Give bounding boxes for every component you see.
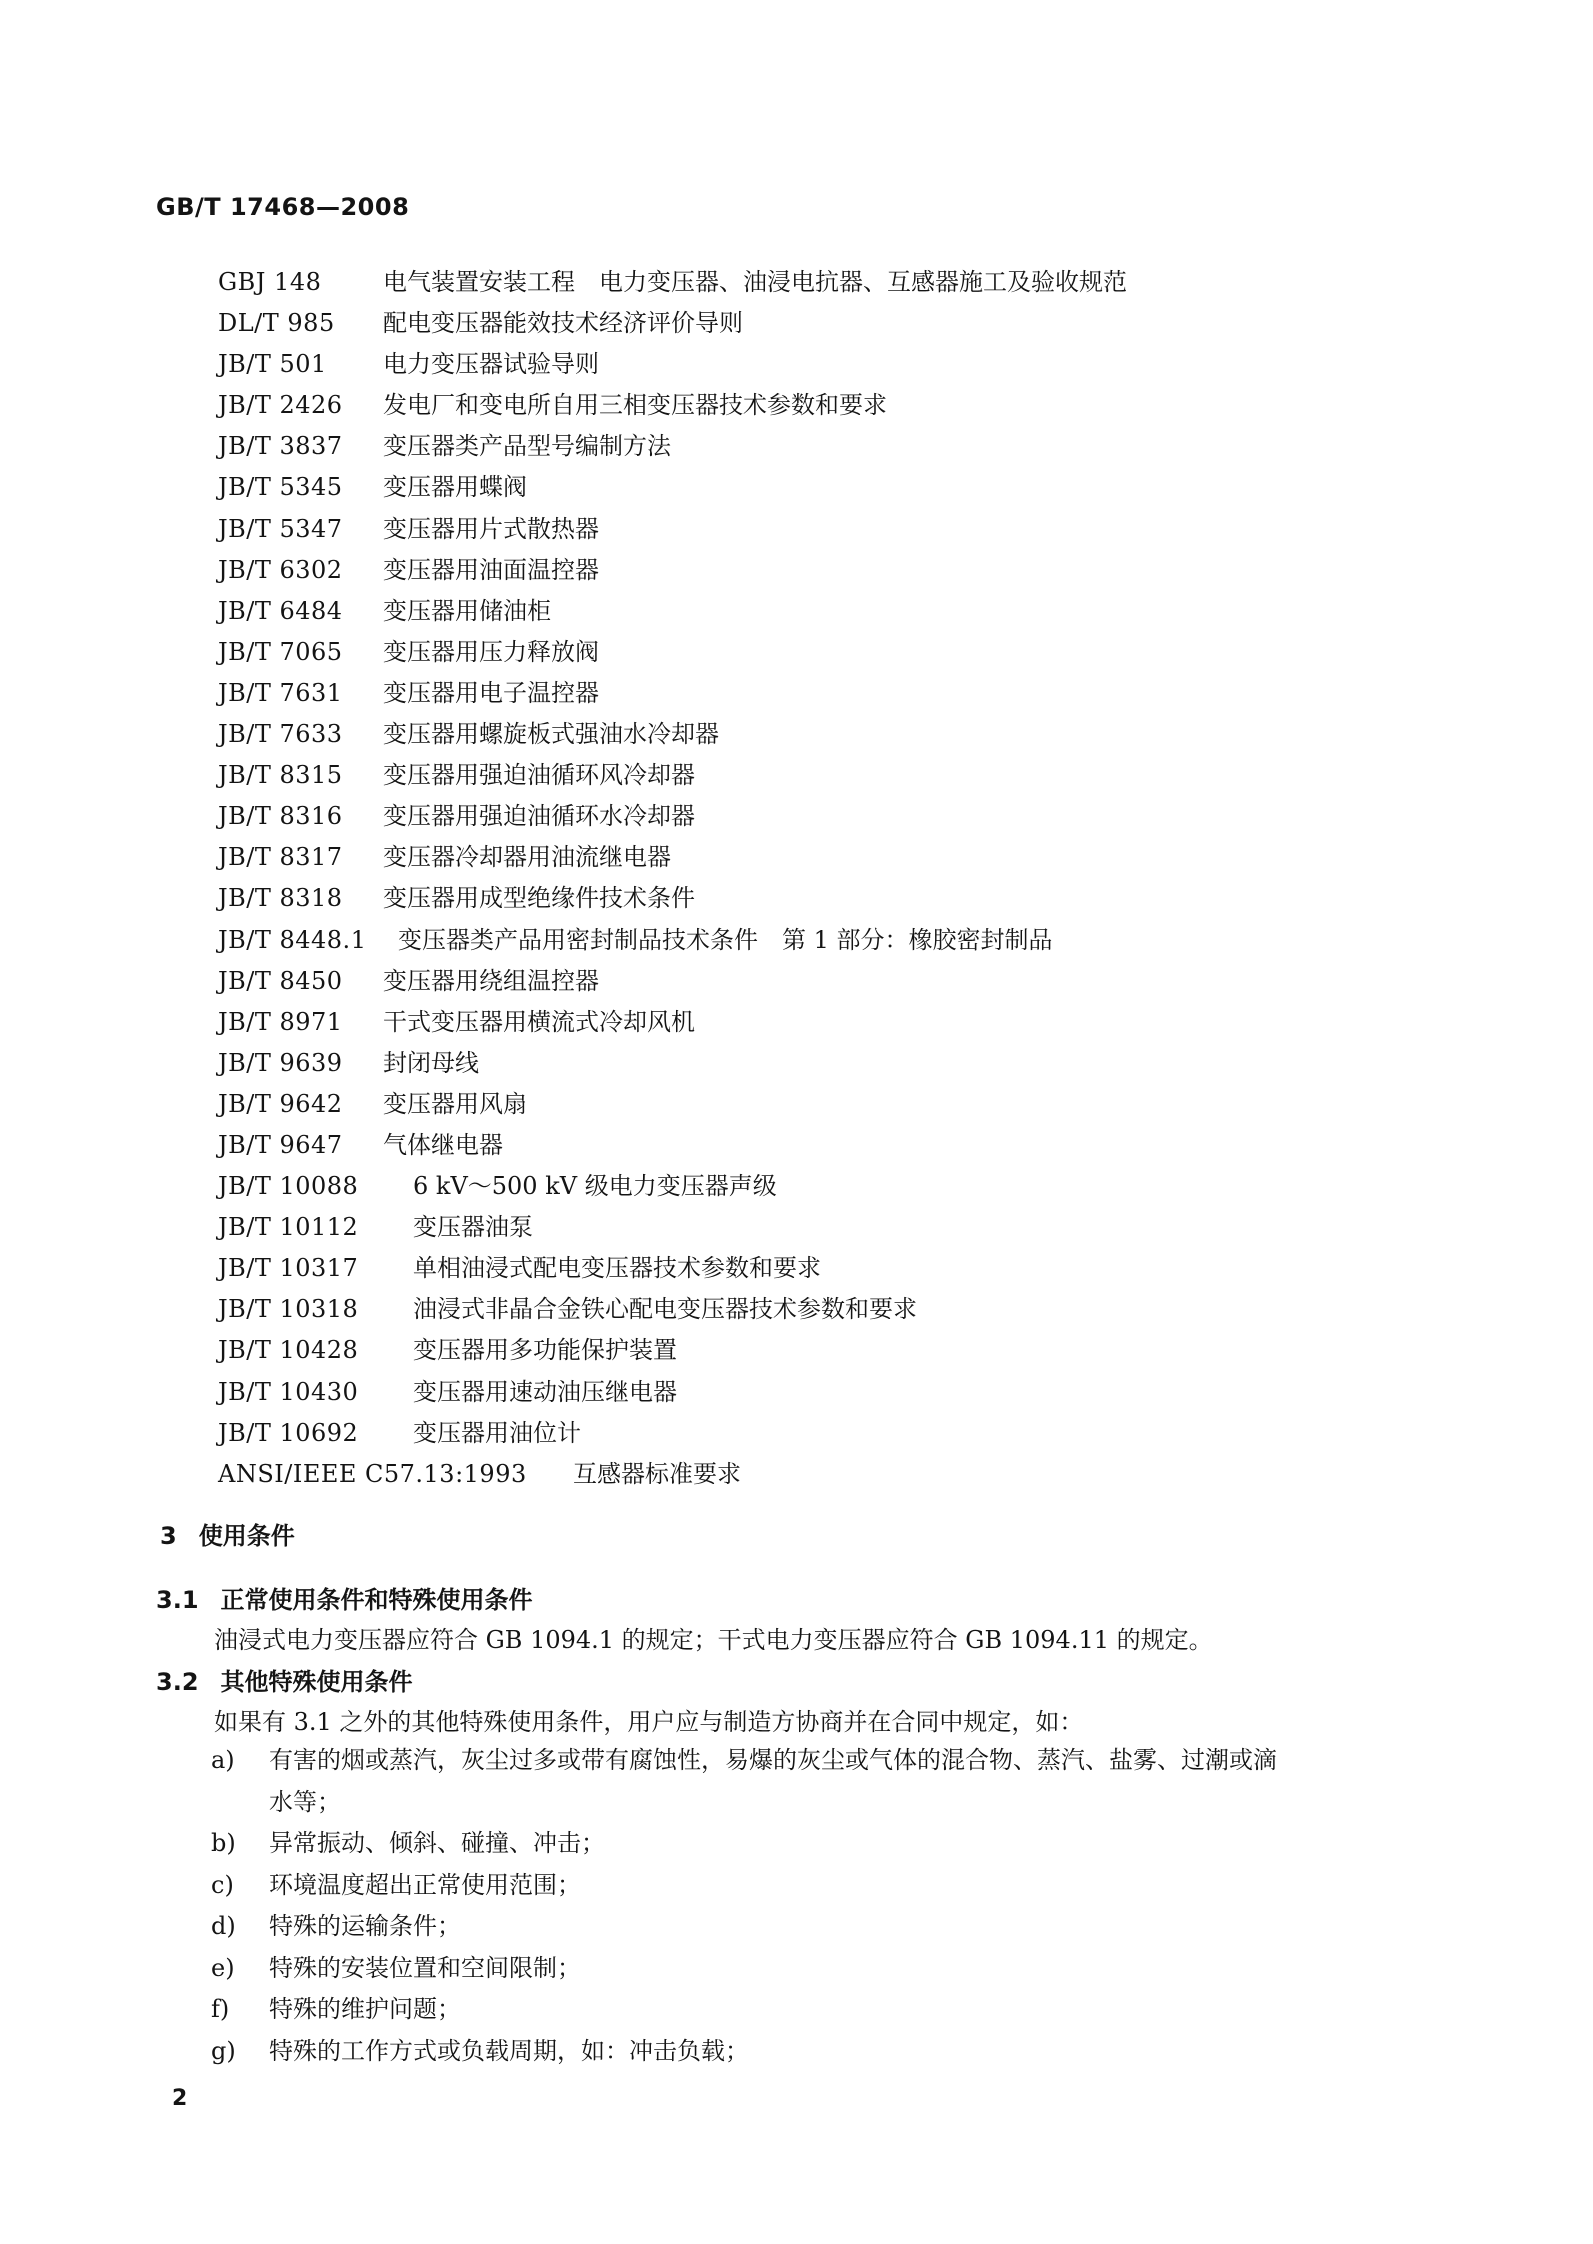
item-label: c) — [211, 1870, 234, 1899]
reference-item — [218, 632, 1127, 673]
list-item — [211, 1948, 1277, 1990]
item-text: 特殊的工作方式或负载周期，如：冲击负载； — [269, 2036, 749, 2065]
section-title: 其他特殊使用条件 — [220, 1668, 413, 1696]
reference-item — [218, 673, 1127, 714]
reference-title: 变压器用速动油压继电器 — [413, 1377, 677, 1406]
reference-code: JB/T 2426 — [218, 391, 343, 420]
reference-item — [218, 303, 1127, 344]
reference-item — [218, 1330, 1127, 1371]
reference-item — [218, 1372, 1127, 1413]
reference-title: 干式变压器用横流式冷却风机 — [383, 1007, 695, 1036]
reference-item — [218, 1002, 1127, 1043]
reference-item — [218, 1289, 1127, 1330]
reference-title: 变压器用油位计 — [413, 1418, 581, 1447]
reference-code: JB/T 8448.1 — [218, 925, 367, 954]
reference-code: JB/T 10692 — [218, 1418, 359, 1447]
reference-title: 变压器用电子温控器 — [383, 678, 599, 707]
section-number: 3.2 — [156, 1668, 199, 1696]
reference-item — [218, 1248, 1127, 1289]
reference-code: JB/T 8316 — [218, 802, 343, 831]
item-label: d) — [211, 1912, 236, 1940]
reference-item — [218, 509, 1127, 550]
reference-item — [218, 1207, 1127, 1248]
section-number: 3 — [160, 1522, 177, 1550]
page-number: 2 — [172, 2086, 188, 2111]
reference-title: 气体继电器 — [383, 1130, 503, 1159]
reference-title: 单相油浸式配电变压器技术参数和要求 — [413, 1254, 821, 1283]
section-3-1-heading — [156, 1580, 533, 1615]
normative-references-list — [218, 262, 1127, 1495]
reference-code: GBJ 148 — [218, 268, 322, 296]
item-text: 特殊的安装位置和空间限制； — [269, 1953, 581, 1982]
list-item-continuation — [211, 1782, 1277, 1824]
reference-code: JB/T 8318 — [218, 884, 343, 913]
document-id: GB/T 17468—2008 — [156, 193, 410, 221]
reference-title: 变压器用强迫油循环风冷却器 — [383, 761, 695, 790]
reference-code: JB/T 3837 — [218, 432, 343, 461]
reference-code: JB/T 8971 — [218, 1007, 343, 1036]
reference-code: JB/T 7633 — [218, 720, 343, 749]
reference-code: JB/T 8317 — [218, 843, 343, 872]
item-label: e) — [211, 1953, 235, 1982]
reference-code: JB/T 9642 — [218, 1089, 343, 1118]
reference-item — [218, 796, 1127, 837]
item-text: 异常振动、倾斜、碰撞、冲击； — [269, 1829, 605, 1857]
reference-code: JB/T 10317 — [218, 1254, 359, 1283]
reference-title: 电气装置安装工程 电力变压器、油浸电抗器、互感器施工及验收规范 — [383, 268, 1127, 296]
reference-item — [218, 755, 1127, 796]
item-label: a) — [211, 1746, 235, 1774]
reference-item — [218, 1084, 1127, 1125]
list-item — [211, 2031, 1277, 2073]
reference-item — [218, 426, 1127, 467]
reference-title: 变压器用片式散热器 — [383, 514, 599, 543]
reference-item — [218, 837, 1127, 878]
reference-title: 电力变压器试验导则 — [383, 350, 599, 379]
reference-code: JB/T 9639 — [218, 1048, 343, 1077]
item-text: 特殊的运输条件； — [269, 1912, 461, 1940]
reference-title: 油浸式非晶合金铁心配电变压器技术参数和要求 — [413, 1295, 917, 1324]
reference-item — [218, 714, 1127, 755]
reference-title: 发电厂和变电所自用三相变压器技术参数和要求 — [383, 391, 887, 420]
reference-code: JB/T 5347 — [218, 514, 343, 543]
reference-title: 6 kV～500 kV 级电力变压器声级 — [413, 1172, 777, 1201]
reference-item — [218, 1125, 1127, 1166]
section-3-1-text: 油浸式电力变压器应符合 GB 1094.1 的规定；干式电力变压器应符合 GB 1094.11 的规定。 — [214, 1626, 1213, 1654]
reference-item — [218, 1043, 1127, 1084]
reference-item — [218, 550, 1127, 591]
reference-item — [218, 385, 1127, 426]
item-text: 水等； — [269, 1787, 341, 1816]
reference-item — [218, 961, 1127, 1002]
list-item — [211, 1865, 1277, 1907]
reference-code: JB/T 10112 — [218, 1213, 359, 1242]
reference-code: JB/T 7065 — [218, 637, 343, 666]
section-3-heading — [160, 1516, 295, 1551]
item-text: 特殊的维护问题； — [269, 1995, 461, 2023]
reference-title: 变压器用多功能保护装置 — [413, 1336, 677, 1365]
reference-item — [218, 467, 1127, 508]
item-label: f) — [211, 1995, 230, 2023]
reference-code: JB/T 5345 — [218, 473, 343, 502]
reference-code: JB/T 10318 — [218, 1295, 359, 1324]
reference-code: JB/T 10088 — [218, 1172, 359, 1201]
reference-code: JB/T 6302 — [218, 555, 343, 584]
reference-item — [218, 591, 1127, 632]
list-item — [211, 1740, 1277, 1782]
reference-code: JB/T 8315 — [218, 761, 343, 790]
reference-title: 互感器标准要求 — [573, 1459, 741, 1488]
item-label: g) — [211, 2036, 236, 2065]
item-text: 有害的烟或蒸汽，灰尘过多或带有腐蚀性，易爆的灰尘或气体的混合物、蒸汽、盐雾、过潮或滴 — [269, 1746, 1277, 1774]
reference-code: JB/T 10428 — [218, 1336, 359, 1365]
section-title: 使用条件 — [198, 1522, 295, 1550]
reference-code: JB/T 501 — [218, 350, 327, 379]
special-conditions-list — [211, 1740, 1277, 2072]
section-number: 3.1 — [156, 1586, 199, 1614]
list-item — [211, 1989, 1277, 2031]
reference-title: 变压器用压力释放阀 — [383, 637, 599, 666]
reference-title: 变压器冷却器用油流继电器 — [383, 843, 671, 872]
reference-title: 变压器用绕组温控器 — [383, 966, 599, 995]
reference-item — [218, 1454, 1127, 1495]
reference-code: DL/T 985 — [218, 309, 335, 338]
reference-title: 变压器油泵 — [413, 1213, 533, 1242]
reference-item — [218, 344, 1127, 385]
reference-code: ANSI/IEEE C57.13:1993 — [218, 1459, 527, 1488]
reference-item — [218, 1413, 1127, 1454]
reference-title: 变压器用强迫油循环水冷却器 — [383, 802, 695, 831]
reference-item — [218, 878, 1127, 919]
reference-title: 变压器用储油柜 — [383, 596, 551, 625]
reference-title: 变压器用蝶阀 — [383, 473, 527, 502]
reference-item — [218, 262, 1127, 303]
reference-item — [218, 920, 1127, 961]
section-title: 正常使用条件和特殊使用条件 — [220, 1586, 533, 1614]
reference-title: 变压器类产品型号编制方法 — [383, 432, 671, 461]
section-3-2-heading — [156, 1662, 413, 1697]
reference-code: JB/T 8450 — [218, 966, 343, 995]
reference-title: 变压器用成型绝缘件技术条件 — [383, 884, 695, 913]
reference-title: 变压器用螺旋板式强油水冷却器 — [383, 720, 719, 749]
reference-code: JB/T 9647 — [218, 1130, 343, 1159]
reference-code: JB/T 6484 — [218, 596, 343, 625]
section-3-2-intro: 如果有 3.1 之外的其他特殊使用条件，用户应与制造方协商并在合同中规定，如： — [214, 1708, 1084, 1736]
reference-title: 变压器用油面温控器 — [383, 555, 599, 584]
reference-title: 封闭母线 — [383, 1048, 479, 1077]
item-label: b) — [211, 1829, 236, 1857]
list-item — [211, 1906, 1277, 1948]
reference-code: JB/T 10430 — [218, 1377, 359, 1406]
item-text: 环境温度超出正常使用范围； — [269, 1870, 581, 1899]
reference-item — [218, 1166, 1127, 1207]
list-item — [211, 1823, 1277, 1865]
reference-title: 配电变压器能效技术经济评价导则 — [383, 309, 743, 338]
reference-title: 变压器类产品用密封制品技术条件 第 1 部分：橡胶密封制品 — [398, 925, 1053, 954]
reference-code: JB/T 7631 — [218, 678, 343, 707]
reference-title: 变压器用风扇 — [383, 1089, 527, 1118]
